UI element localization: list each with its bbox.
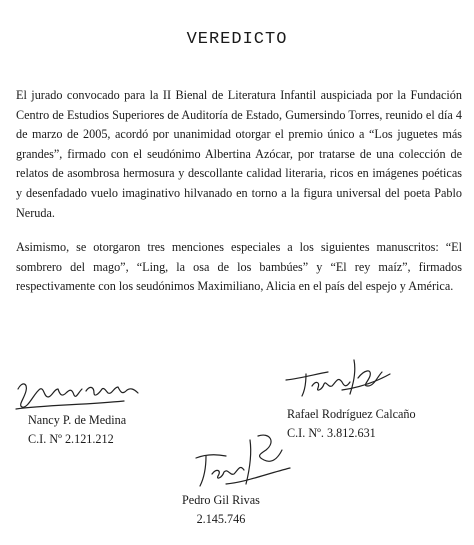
signature-rafael-rodriguez: [282, 352, 402, 402]
signatory-name: Nancy P. de Medina: [28, 413, 127, 427]
verdict-paragraph-award: El jurado convocado para la II Bienal de Literatura Infantil auspiciada por la Fundación Centro de Estudios Superiores de Auditoría de Estado, Gumersindo Torres, reunido el día 4 de marzo de 2005, acordó por unanimidad otorgar el premio único a “Los juguetes más grandes”, firmado con el seudónimo Albertina Azócar, por tratarse de una colección de relatos de asombrosa hermosura y descollante calidad literaria, ricos en imágenes poéticas y desenfadado vuelo imaginativo hilvanado en torno a la figura universal del poeta Pablo Neruda.: [16, 88, 462, 220]
signatory-3: [182, 491, 260, 529]
signatory-id: 2.145.746: [196, 512, 246, 526]
signatory-2: [287, 405, 416, 443]
signatory-id: C.I. Nº 2.121.212: [28, 432, 114, 446]
verdict-paragraph-mentions: Asimismo, se otorgaron tres menciones especiales a los siguientes manuscritos: “El sombrero del mago”, “Ling, la osa de los bambúes” y “El rey maíz”, firmados respectivamente con los seudónimos Maximiliano, Alicia en el país del espejo y América.: [16, 240, 462, 294]
document-title: VEREDICTO: [186, 30, 288, 49]
signatory-name: Pedro Gil Rivas: [182, 493, 260, 507]
signature-nancy-medina: [14, 375, 144, 415]
signatory-id: C.I. Nº. 3.812.631: [287, 426, 376, 440]
signatory-1: [28, 411, 126, 449]
signatory-name: Rafael Rodríguez Calcaño: [287, 407, 416, 421]
